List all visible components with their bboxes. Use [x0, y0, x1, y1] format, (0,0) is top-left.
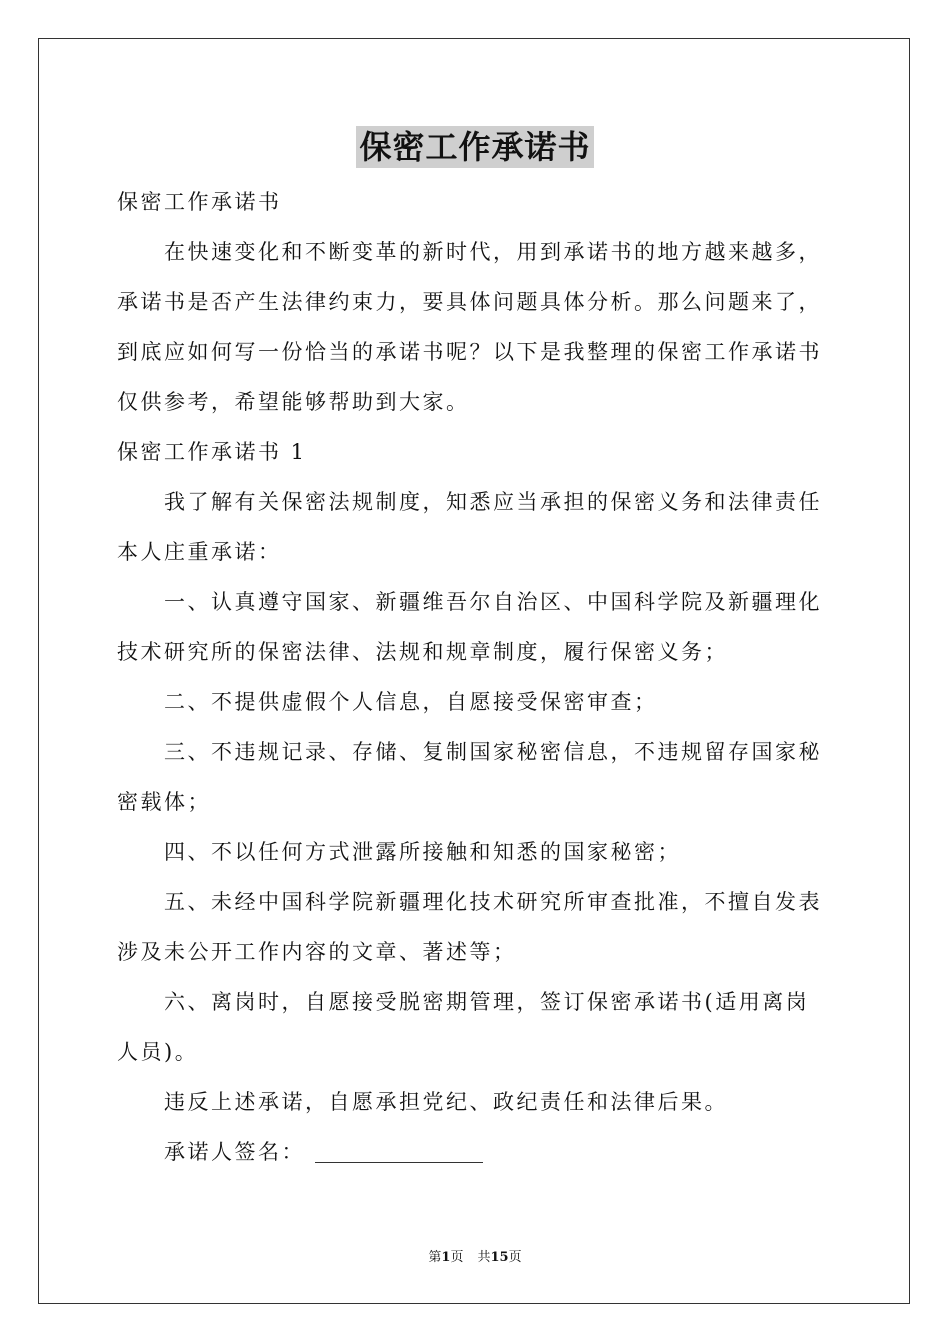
paragraph-line: 我了解有关保密法规制度，知悉应当承担的保密义务和法律责任: [164, 490, 822, 514]
document-title: 保密工作承诺书: [356, 126, 593, 168]
clause-line: 五、未经中国科学院新疆理化技术研究所审查批准，不擅自发表: [164, 890, 822, 914]
clause-line: 人员)。: [117, 1040, 199, 1064]
clause-line: 一、认真遵守国家、新疆维吾尔自治区、中国科学院及新疆理化: [164, 590, 822, 614]
paragraph-line: 到底应如何写一份恰当的承诺书呢？以下是我整理的保密工作承诺书: [117, 340, 822, 364]
signature-line: [315, 1161, 483, 1163]
signature-label: 承诺人签名：: [164, 1140, 305, 1164]
clause-line: 技术研究所的保密法律、法规和规章制度，履行保密义务；: [117, 640, 728, 664]
paragraph-line: 承诺书是否产生法律约束力，要具体问题具体分析。那么问题来了，: [117, 290, 822, 314]
paragraph-line: 在快速变化和不断变革的新时代，用到承诺书的地方越来越多，: [164, 240, 822, 264]
closing-statement: 违反上述承诺，自愿承担党纪、政纪责任和法律后果。: [164, 1090, 728, 1114]
clause-line: 三、不违规记录、存储、复制国家秘密信息，不违规留存国家秘: [164, 740, 822, 764]
page-prefix: 第: [428, 1250, 442, 1265]
page-total: 15: [490, 1250, 509, 1265]
total-prefix: 共: [477, 1250, 491, 1265]
total-suffix: 页: [508, 1250, 522, 1265]
title-container: [0, 126, 950, 168]
clause-line: 涉及未公开工作内容的文章、著述等；: [117, 940, 517, 964]
paragraph-line: 本人庄重承诺：: [117, 540, 282, 564]
section-heading-1: 保密工作承诺书 1: [117, 440, 307, 464]
clause-line: 四、不以任何方式泄露所接触和知悉的国家秘密；: [164, 840, 681, 864]
page-suffix: 页: [450, 1250, 464, 1265]
document-body: [117, 177, 833, 1177]
section-heading-intro: 保密工作承诺书: [117, 190, 282, 214]
signature-row: [117, 1127, 833, 1177]
page-current: 1: [441, 1250, 451, 1265]
paragraph-line: 仅供参考，希望能够帮助到大家。: [117, 390, 470, 414]
page-footer: [0, 1246, 950, 1265]
clause-line: 六、离岗时，自愿接受脱密期管理，签订保密承诺书(适用离岗: [164, 990, 810, 1014]
clause-line: 二、不提供虚假个人信息，自愿接受保密审查；: [164, 690, 658, 714]
clause-line: 密载体；: [117, 790, 211, 814]
